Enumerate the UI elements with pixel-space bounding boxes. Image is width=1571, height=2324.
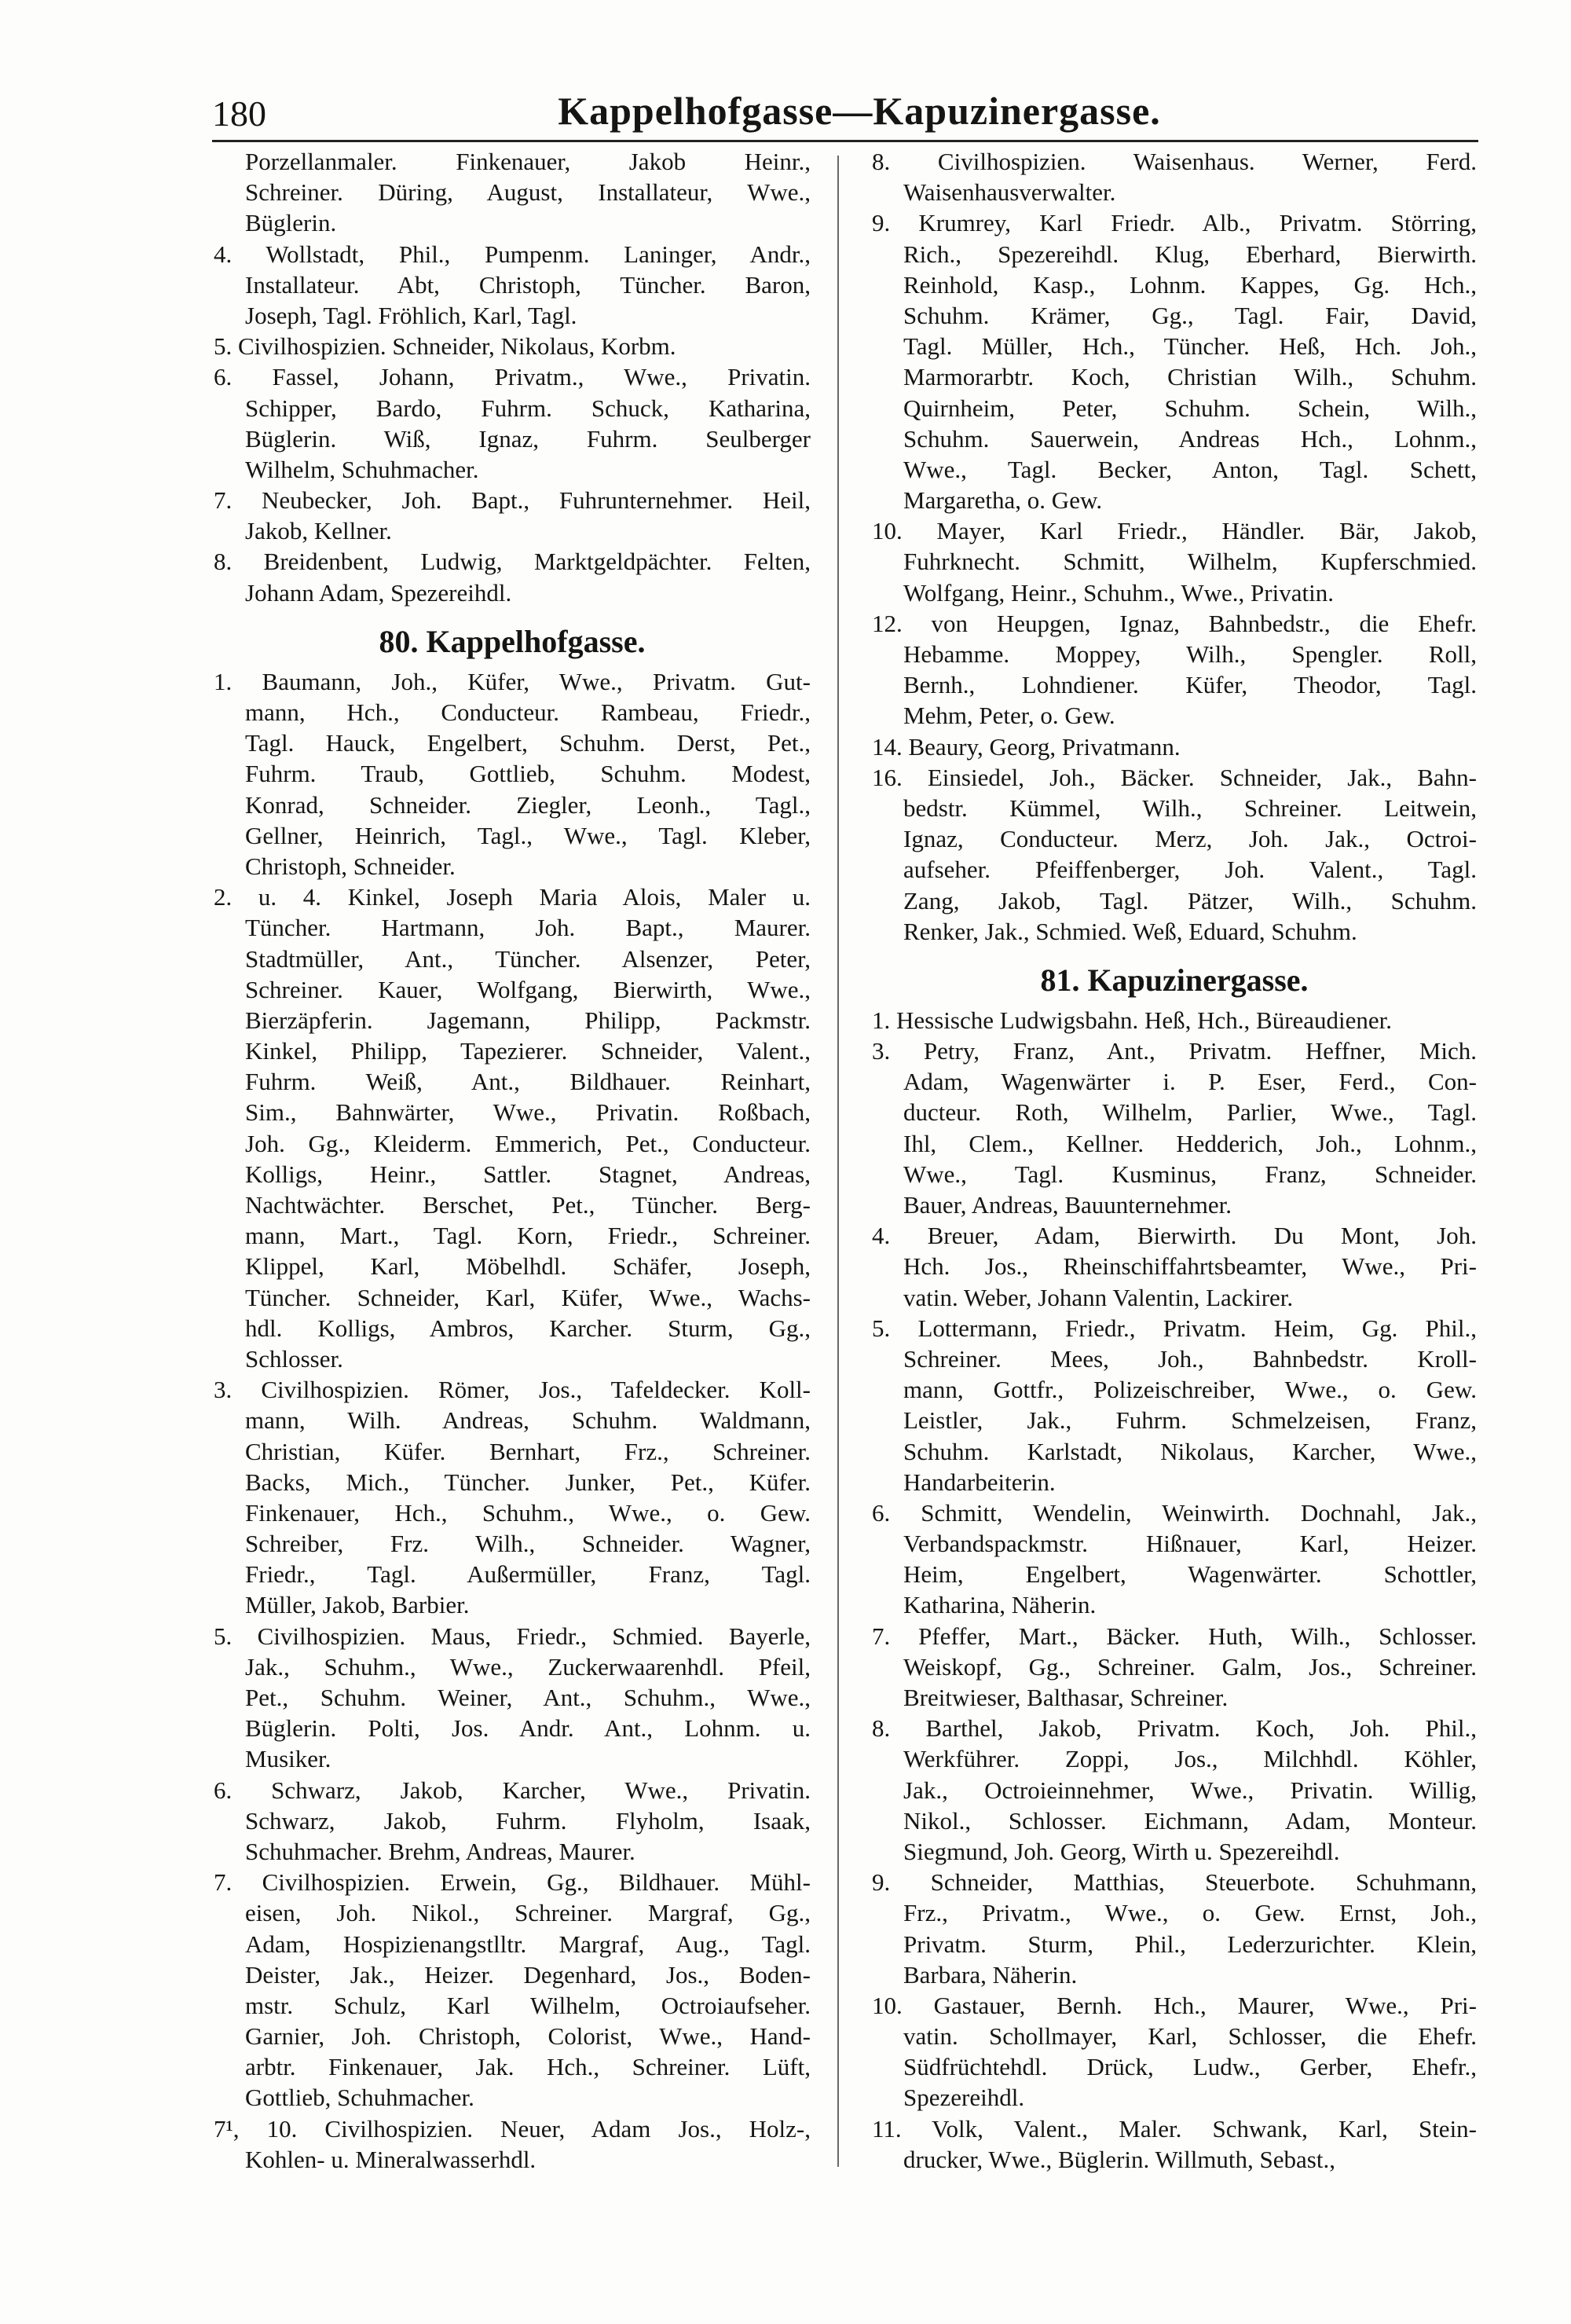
directory-line: mstr. Schulz, Karl Wilhelm, Octroiaufseher. [245,1991,811,2019]
directory-line: hdl. Kolligs, Ambros, Karcher. Sturm, Gg., [245,1314,811,1342]
directory-line: Stadtmüller, Ant., Tüncher. Alsenzer, Peter, [245,944,811,973]
directory-line: 7. Neubecker, Joh. Bapt., Fuhrunternehmer. Heil, [214,486,811,515]
directory-line: 3. Civilhospizien. Römer, Jos., Tafeldecker. Koll- [214,1376,811,1404]
header-rule [212,140,1478,142]
directory-line: Schuhm. Sauerwein, Andreas Hch., Lohnm., [903,424,1477,453]
directory-line: aufseher. Pfeiffenberger, Joh. Valent., Tagl. [903,856,1477,884]
directory-line: mann, Hch., Conducteur. Rambeau, Friedr., [245,698,811,726]
directory-line: Büglerin. [245,209,337,237]
directory-line: Schuhm. Karlstadt, Nikolaus, Karcher, Wwe., [903,1437,1477,1465]
directory-line: 5. Civilhospizien. Schneider, Nikolaus, Korbm. [214,332,676,361]
directory-line: Tüncher. Hartmann, Joh. Bapt., Maurer. [245,914,811,942]
directory-line: Werkführer. Zoppi, Jos., Milchhdl. Köhler, [903,1745,1477,1773]
directory-line: mann, Gottfr., Polizeischreiber, Wwe., o. Gew. [903,1376,1477,1404]
directory-line: Zang, Jakob, Tagl. Pätzer, Wilh., Schuhm. [903,886,1477,915]
directory-line: 12. von Heupgen, Ignaz, Bahnbedstr., die Ehefr. [872,609,1477,637]
directory-line: Wilhelm, Schuhmacher. [245,455,479,483]
directory-line: 16. Einsiedel, Joh., Bäcker. Schneider, Jak., Bahn- [872,763,1477,791]
directory-line: ducteur. Roth, Wilhelm, Parlier, Wwe., Tagl. [903,1098,1477,1127]
directory-line: Hebamme. Moppey, Wilh., Spengler. Roll, [903,640,1477,668]
directory-line: Gottlieb, Schuhmacher. [245,2084,474,2112]
column-divider [837,156,839,2167]
directory-line: Wwe., Tagl. Becker, Anton, Tagl. Schett, [903,455,1477,483]
directory-line: Fuhrm. Traub, Gottlieb, Schuhm. Modest, [245,760,811,788]
directory-line: Nikol., Schlosser. Eichmann, Adam, Monteur. [903,1806,1477,1835]
directory-line: Kohlen- u. Mineralwasserhdl. [245,2145,536,2173]
directory-line: 5. Lottermann, Friedr., Privatm. Heim, Gg. Phil., [872,1314,1477,1342]
right-column [872,146,1477,2175]
directory-line: mann, Mart., Tagl. Korn, Friedr., Schreiner. [245,1222,811,1250]
directory-line: Weiskopf, Gg., Schreiner. Galm, Jos., Schreiner. [903,1652,1477,1681]
directory-line: mann, Wilh. Andreas, Schuhm. Waldmann, [245,1406,811,1435]
directory-line: Gellner, Heinrich, Tagl., Wwe., Tagl. Kleber, [245,821,811,849]
directory-line: vatin. Weber, Johann Valentin, Lackirer. [903,1283,1294,1311]
directory-line: eisen, Joh. Nikol., Schreiner. Margraf, Gg., [245,1899,811,1927]
directory-line: Büglerin. Polti, Jos. Andr. Ant., Lohnm. u. [245,1714,811,1743]
directory-line: Breitwieser, Balthasar, Schreiner. [903,1684,1229,1711]
directory-line: Privatm. Sturm, Phil., Lederzurichter. Klein, [903,1930,1477,1958]
directory-line: Backs, Mich., Tüncher. Junker, Pet., Küfer. [245,1468,811,1496]
directory-line: Reinhold, Kasp., Lohnm. Kappes, Gg. Hch., [903,270,1477,299]
directory-line: Frz., Privatm., Wwe., o. Gew. Ernst, Joh., [903,1899,1477,1927]
directory-line: Fuhrknecht. Schmitt, Wilhelm, Kupferschmied. [903,548,1477,576]
directory-line: Jak., Octroieinnehmer, Wwe., Privatin. Willig, [903,1776,1477,1804]
directory-line: Schuhm. Krämer, Gg., Tagl. Fair, David, [903,301,1477,329]
left-column [214,146,811,2175]
directory-line: 7. Pfeffer, Mart., Bäcker. Huth, Wilh., Schlosser. [872,1622,1477,1650]
directory-line: Joh. Gg., Kleiderm. Emmerich, Pet., Conducteur. [245,1129,811,1157]
directory-line: 7. Civilhospizien. Erwein, Gg., Bildhauer. Mühl- [214,1868,811,1897]
directory-line: 14. Beaury, Georg, Privatmann. [872,732,1181,761]
directory-line: 9. Schneider, Matthias, Steuerbote. Schuhmann, [872,1868,1477,1897]
street-heading: 81. Kapuzinergasse. [1040,962,1309,998]
street-heading: 80. Kappelhofgasse. [379,623,646,659]
directory-line: Büglerin. Wiß, Ignaz, Fuhrm. Seulberger [245,424,811,453]
directory-line: 1. Hessische Ludwigsbahn. Heß, Hch., Büreaudiener. [872,1006,1393,1034]
directory-line: Renker, Jak., Schmied. Weß, Eduard, Schuhm. [903,917,1357,945]
directory-line: Bernh., Lohndiener. Küfer, Theodor, Tagl. [903,671,1477,699]
directory-line: Wolfgang, Heinr., Schuhm., Wwe., Privatin. [903,578,1334,607]
directory-line: 4. Wollstadt, Phil., Pumpenm. Laninger, Andr., [214,240,811,268]
directory-line: 2. u. 4. Kinkel, Joseph Maria Alois, Maler u. [214,883,811,911]
directory-line: Hch. Jos., Rheinschiffahrtsbeamter, Wwe., Pri- [903,1252,1477,1281]
directory-line: 9. Krumrey, Karl Friedr. Alb., Privatm. Störring, [872,209,1477,237]
directory-line: Waisenhausverwalter. [903,178,1116,207]
directory-line: Quirnheim, Peter, Schuhm. Schein, Wilh., [903,394,1477,422]
directory-line: Schwarz, Jakob, Fuhrm. Flyholm, Isaak, [245,1806,811,1835]
directory-line: Bierzäpferin. Jagemann, Philipp, Packmstr. [245,1006,811,1034]
directory-line: Konrad, Schneider. Ziegler, Leonh., Tagl., [245,790,811,819]
directory-line: Müller, Jakob, Barbier. [245,1591,470,1619]
directory-line: Schreiner. Kauer, Wolfgang, Bierwirth, Wwe., [245,975,811,1003]
directory-line: Pet., Schuhm. Weiner, Ant., Schuhm., Wwe., [245,1684,811,1711]
directory-line: Nachtwächter. Berschet, Pet., Tüncher. Berg- [245,1191,811,1219]
directory-line: Tüncher. Schneider, Karl, Küfer, Wwe., Wachs- [245,1283,811,1311]
directory-line: Ihl, Clem., Kellner. Hedderich, Joh., Lohnm., [903,1129,1477,1157]
directory-line: Südfrüchtehdl. Drück, Ludw., Gerber, Ehefr., [903,2053,1477,2081]
directory-line: Rich., Spezereihdl. Klug, Eberhard, Bierwirth. [903,240,1477,268]
directory-line: 10. Mayer, Karl Friedr., Händler. Bär, Jakob, [872,517,1477,545]
directory-line: Friedr., Tagl. Außermüller, Franz, Tagl. [245,1560,811,1589]
directory-line: Jakob, Kellner. [245,517,392,545]
directory-line: Fuhrm. Weiß, Ant., Bildhauer. Reinhart, [245,1068,811,1096]
directory-line: Joseph, Tagl. Fröhlich, Karl, Tagl. [245,301,577,329]
directory-line: Tagl. Hauck, Engelbert, Schuhm. Derst, Pet., [245,729,811,757]
directory-line: 8. Breidenbent, Ludwig, Marktgeldpächter. Felten, [214,548,811,576]
directory-line: 8. Barthel, Jakob, Privatm. Koch, Joh. Phil., [872,1714,1477,1743]
directory-line: Schuhmacher. Brehm, Andreas, Maurer. [245,1837,635,1865]
directory-line: Installateur. Abt, Christoph, Tüncher. Baron, [245,270,811,299]
directory-line: Schreiber, Frz. Wilh., Schneider. Wagner, [245,1530,811,1558]
directory-line: Barbara, Näherin. [903,1960,1078,1989]
directory-line: Leistler, Jak., Fuhrm. Schmelzeisen, Franz, [903,1406,1477,1435]
directory-line: Garnier, Joh. Christoph, Colorist, Wwe., Hand- [245,2022,811,2051]
directory-line: 4. Breuer, Adam, Bierwirth. Du Mont, Joh. [872,1222,1477,1250]
directory-line: 10. Gastauer, Bernh. Hch., Maurer, Wwe., Pri- [872,1991,1477,2019]
page-title: Kappelhofgasse—Kapuzinergasse. [558,89,1161,133]
directory-line: Katharina, Näherin. [903,1591,1097,1619]
directory-line: Porzellanmaler. Finkenauer, Jakob Heinr., [245,148,811,175]
directory-line: 1. Baumann, Joh., Küfer, Wwe., Privatm. Gut- [214,667,811,695]
directory-line: 6. Schmitt, Wendelin, Weinwirth. Dochnahl, Jak., [872,1498,1477,1527]
directory-line: Mehm, Peter, o. Gew. [903,702,1115,730]
directory-line: Tagl. Müller, Hch., Tüncher. Heß, Hch. Joh., [903,332,1477,361]
directory-line: Christoph, Schneider. [245,852,456,880]
directory-line: Kolligs, Heinr., Sattler. Stagnet, Andreas, [245,1160,811,1188]
directory-line: 7¹, 10. Civilhospizien. Neuer, Adam Jos., Holz-, [214,2114,811,2143]
directory-line: Marmorarbtr. Koch, Christian Wilh., Schuhm. [903,363,1477,391]
directory-line: Margaretha, o. Gew. [903,486,1103,515]
directory-line: Christian, Küfer. Bernhart, Frz., Schreiner. [245,1437,811,1465]
directory-line: Schreiner. Mees, Joh., Bahnbedstr. Kroll- [903,1344,1477,1373]
directory-line: arbtr. Finkenauer, Jak. Hch., Schreiner. Lüft, [245,2053,811,2081]
directory-line: Siegmund, Joh. Georg, Wirth u. Spezereihdl. [903,1837,1340,1865]
directory-line: Finkenauer, Hch., Schuhm., Wwe., o. Gew. [245,1498,811,1527]
directory-line: Schipper, Bardo, Fuhrm. Schuck, Katharina, [245,394,811,422]
directory-line: Musiker. [245,1745,331,1773]
directory-line: Spezereihdl. [903,2084,1025,2112]
directory-line: vatin. Schollmayer, Karl, Schlosser, die Ehefr. [903,2022,1477,2051]
directory-line: 6. Fassel, Johann, Privatm., Wwe., Privatin. [214,363,811,391]
directory-line: bedstr. Kümmel, Wilh., Schreiner. Leitwein, [903,794,1477,822]
directory-line: Handarbeiterin. [903,1468,1056,1496]
directory-line: 6. Schwarz, Jakob, Karcher, Wwe., Privatin. [214,1776,811,1804]
directory-line: Johann Adam, Spezereihdl. [245,578,512,607]
directory-line: 8. Civilhospizien. Waisenhaus. Werner, Ferd. [872,148,1477,175]
directory-line: Schreiner. Düring, August, Installateur, Wwe., [245,178,811,207]
directory-line: Schlosser. [245,1344,343,1373]
directory-line: Sim., Bahnwärter, Wwe., Privatin. Roßbach, [245,1098,811,1127]
directory-line: Verbandspackmstr. Hißnauer, Karl, Heizer. [903,1530,1477,1558]
directory-line: 3. Petry, Franz, Ant., Privatm. Heffner, Mich. [872,1037,1477,1065]
directory-line: Kinkel, Philipp, Tapezierer. Schneider, Valent., [245,1037,811,1065]
directory-line: Adam, Hospizienangstlltr. Margraf, Aug., Tagl. [245,1930,811,1958]
directory-line: Adam, Wagenwärter i. P. Eser, Ferd., Con- [903,1068,1477,1096]
directory-line: Ignaz, Conducteur. Merz, Joh. Jak., Octroi- [903,825,1477,853]
directory-line: Wwe., Tagl. Kusminus, Franz, Schneider. [903,1160,1477,1188]
page-number: 180 [212,93,266,134]
directory-line: 5. Civilhospizien. Maus, Friedr., Schmied. Bayerle, [214,1622,811,1650]
directory-line: Heim, Engelbert, Wagenwärter. Schottler, [903,1560,1477,1589]
directory-line: Bauer, Andreas, Bauunternehmer. [903,1191,1232,1219]
directory-line: Deister, Jak., Heizer. Degenhard, Jos., Boden- [245,1960,811,1989]
directory-line: Klippel, Karl, Möbelhdl. Schäfer, Joseph, [245,1252,811,1281]
directory-line: drucker, Wwe., Büglerin. Willmuth, Sebast., [903,2145,1335,2173]
directory-line: Jak., Schuhm., Wwe., Zuckerwaarenhdl. Pfeil, [245,1652,811,1681]
directory-line: 11. Volk, Valent., Maler. Schwank, Karl, Stein- [872,2114,1477,2143]
